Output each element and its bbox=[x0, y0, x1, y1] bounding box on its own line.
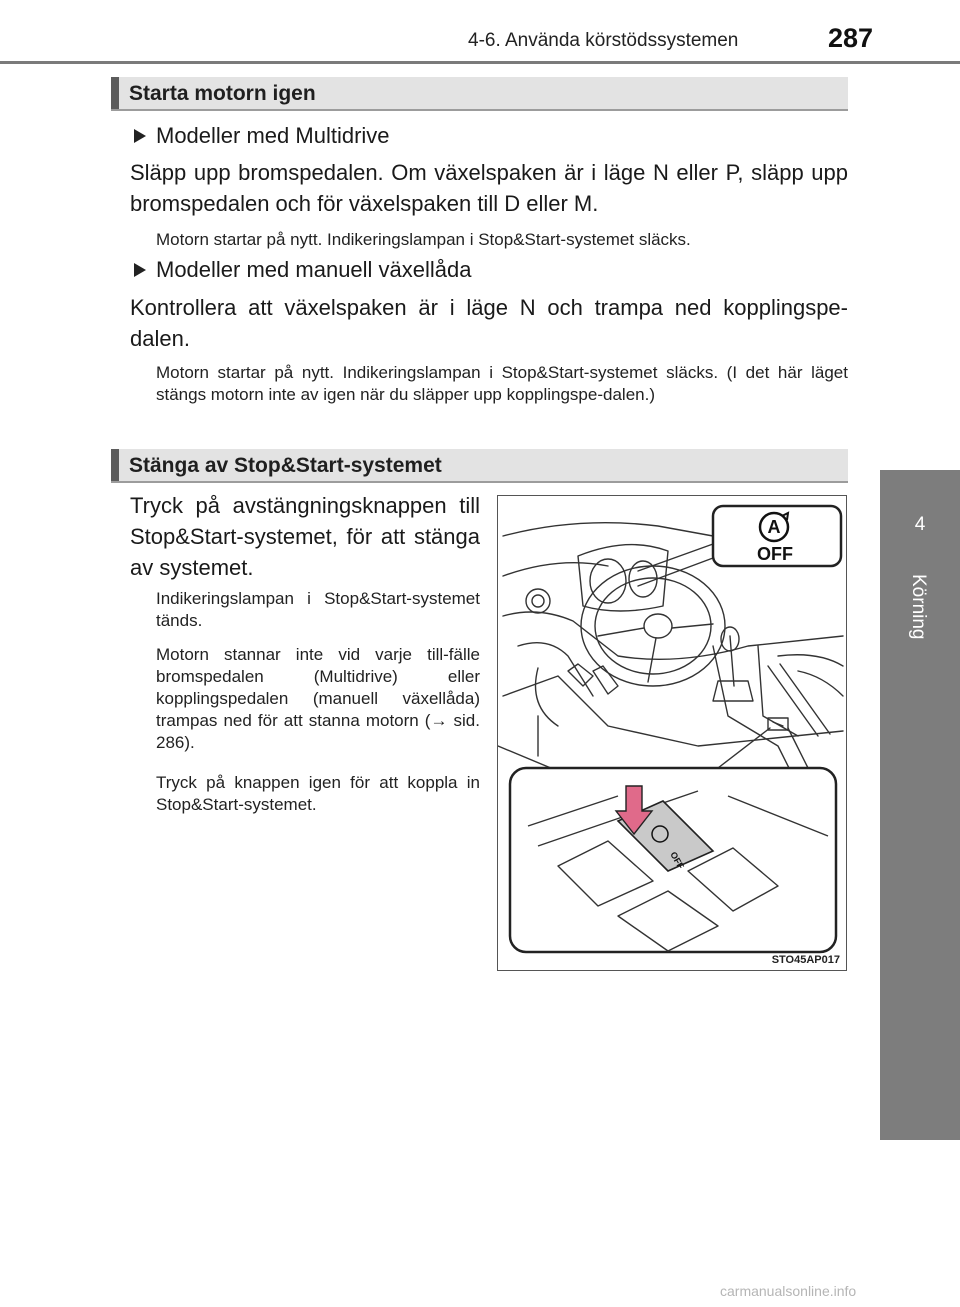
bullet-text: Modeller med Multidrive bbox=[156, 123, 390, 148]
section-heading-text: Stänga av Stop&Start-systemet bbox=[129, 454, 442, 477]
heading-bar bbox=[111, 449, 119, 481]
chapter-number: 4 bbox=[914, 514, 926, 535]
section-heading-disable bbox=[111, 449, 848, 483]
heading-bar bbox=[111, 77, 119, 109]
triangle-bullet-icon bbox=[134, 129, 146, 143]
dashboard-illustration bbox=[498, 496, 846, 970]
illustration-stop-start-button bbox=[497, 495, 847, 971]
bullet-multidrive bbox=[134, 123, 390, 149]
paragraph-manual: Kontrollera att växelspaken är i läge N och trampa ned kopplingspe-dalen. bbox=[130, 295, 848, 351]
triangle-bullet-icon bbox=[134, 263, 146, 277]
watermark: carmanualsonline.info bbox=[720, 1283, 857, 1299]
figure-code: STO45AP017 bbox=[771, 954, 840, 966]
section-heading-text: Starta motorn igen bbox=[129, 82, 316, 105]
note-press-again: Tryck på knappen igen för att koppla in Stop&Start-systemet. bbox=[156, 773, 480, 814]
callout-letter: A bbox=[767, 517, 781, 537]
note-multidrive: Motorn startar på nytt. Indikeringslampan i Stop&Start-systemet släcks. bbox=[156, 230, 691, 249]
running-header: 4-6. Använda körstödssystemen bbox=[468, 30, 739, 51]
button-off-text: OFF bbox=[668, 850, 686, 871]
section-heading-restart bbox=[111, 77, 848, 111]
paragraph-disable: Tryck på avstängningsknappen till Stop&Start-systemet, för att stänga av systemet. bbox=[130, 493, 480, 580]
chapter-tab bbox=[880, 470, 960, 1140]
bullet-manual bbox=[134, 257, 472, 283]
callout-off-text: OFF bbox=[757, 544, 793, 564]
paragraph-multidrive: Släpp upp bromspedalen. Om växelspaken är i läge N eller P, släpp upp bromspedalen och för växelspaken till D eller M. bbox=[130, 160, 848, 216]
header-rule bbox=[0, 61, 960, 64]
page-number: 287 bbox=[828, 23, 874, 53]
chapter-label: Körning bbox=[908, 574, 929, 640]
note-engine-not-stop: Motorn stannar inte vid varje till-fälle bromspedalen (Multidrive) eller kopplingspedalen (manuell växellåda) trampas ned för att stanna motorn (→ sid. 286). bbox=[156, 645, 480, 752]
note-indicator-on: Indikeringslampan i Stop&Start-systemet tänds. bbox=[156, 589, 480, 630]
note-manual: Motorn startar på nytt. Indikeringslampan i Stop&Start-systemet släcks. (I det här läget stängs motorn inte av igen när du släpper upp kopplingspe-dalen.) bbox=[156, 363, 848, 404]
bullet-text: Modeller med manuell växellåda bbox=[156, 257, 472, 282]
